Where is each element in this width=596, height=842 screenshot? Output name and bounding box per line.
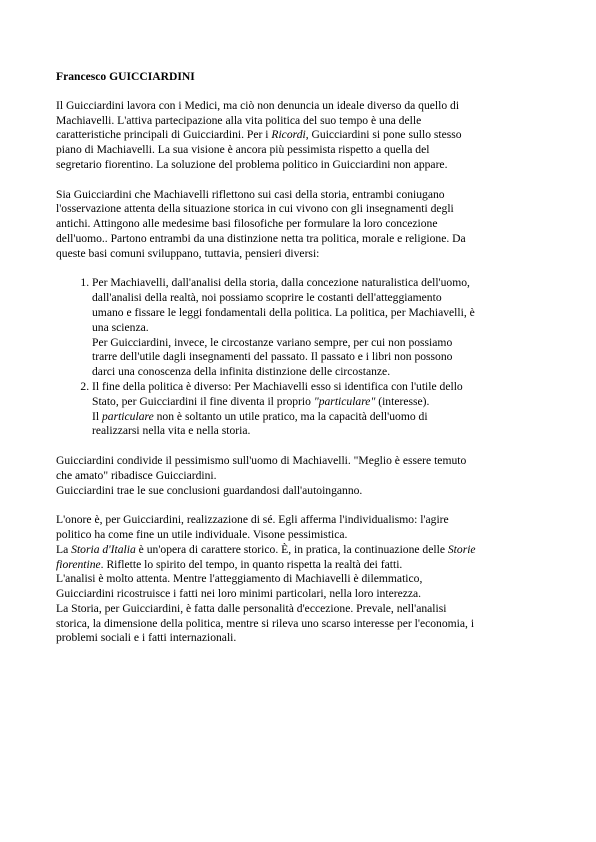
pessimism-text-b: Guicciardini trae le sue conclusioni guardandosi dall'autoinganno. <box>56 483 363 497</box>
particulare-term: particulare <box>101 409 154 423</box>
storia-line <box>56 543 476 573</box>
document-title: Francesco GUICCIARDINI <box>56 70 195 83</box>
list-item-2-c-post: non è soltanto un utile pratico, ma la capacità dell'uomo di realizzarsi nella vita e nella storia. <box>92 409 428 438</box>
list-item-2-c-pre: Il <box>92 409 102 423</box>
pessimism-text-a: Guicciardini condivide il pessimismo sull'uomo di Machiavelli. "Meglio è essere temuto che amato" ribadisce Guicciardini. <box>56 453 467 482</box>
personality-text: La Storia, per Guicciardini, è fatta dalle personalità d'eccezione. Prevale, nell'analisi storica, la dimensione della politica, mentre si rileva uno scarso interesse per l'economia, i problemi sociali e i fatti internazionali. <box>56 601 475 645</box>
paragraph-intro-text-b: , Guicciardini si pone sullo stesso piano di Machiavelli. La sua visione è ancora più pessimista rispetto a quella del segretario fiorentino. La soluzione del problema politico in Guicciardini non appare. <box>56 128 462 171</box>
list-item <box>92 380 476 439</box>
paragraph-intro-text-a: Il Guicciardini lavora con i Medici, ma ciò non denuncia un ideale diverso da quello di Machiavelli. L'attiva partecipazione alla vita politica del suo tempo è una delle caratteristiche principali di Guicciardini. Per i <box>56 98 460 142</box>
storia-italia-title: Storia d'Italia <box>71 542 136 556</box>
comparison-list <box>56 276 476 439</box>
storia-pre: La <box>56 542 72 556</box>
paragraph-intro <box>56 99 476 173</box>
list-item-1-machiavelli: 1. Per Machiavelli, dall'analisi della storia, dalla concezione naturalistica dell'uomo, dall'analisi della realtà, noi possiamo scoprire le costanti dell'atteggiamento umano e fissare le leggi fondamentali della politica. La politica, per Machiavelli, è una scienza. <box>92 276 475 334</box>
honor-text: L'onore è, per Guicciardini, realizzazione di sé. Egli afferma l'individualismo: l'agire politico ha come fine un utile individuale. Visone pessimistica. <box>56 513 449 541</box>
storie-fiorentine-title: Storie fiorentine <box>56 542 476 571</box>
list-item-2-text-a: Il fine della politica è diverso: Per Machiavelli esso si identifica con l'utile dello Stato, per Guicciardini il fine diventa il proprio <box>92 379 463 408</box>
paragraph-comparison: Sia Guicciardini che Machiavelli riflettono sui casi della storia, entrambi coniugano l'osservazione attenta della situazione storica in cui vivono con gli insegnamenti degli antichi. Attingono alle medesime basi filosofiche per formulare la loro concezione dell'uomo.. Partono entrambi da una distinzione netta tra politica, morale e religione. Da queste basi comuni sviluppano, tuttavia, pensieri diversi: <box>56 187 466 260</box>
list-item <box>92 276 476 380</box>
list-item-2-line-a <box>92 380 476 410</box>
list-item-2-text-b: (interesse). <box>375 394 430 408</box>
list-item-2-line-c <box>92 410 476 440</box>
list-item-1-guicciardini: Per Guicciardini, invece, le circostanze variano sempre, per cui non possiamo trarre dell'utile dagli insegnamenti del passato. Il passato e i libri non possono darci una conoscenza della infinita distinzione delle circostanze. <box>92 335 453 379</box>
storia-mid: è un'opera di carattere storico. È, in pratica, la continuazione delle <box>135 542 448 556</box>
analysis-text: L'analisi è molto attenta. Mentre l'atteggiamento di Machiavelli è dilemmatico, Guicciardini ricostruisce i fatti nei loro minimi particolari, nella loro interezza. <box>56 572 423 601</box>
document-page <box>56 70 476 661</box>
particulare-quoted: "particulare" <box>313 394 376 408</box>
paragraph-pessimism <box>56 454 476 498</box>
ricordi-title: Ricordi <box>271 128 306 142</box>
storia-post: . Riflette lo spirito del tempo, in quanto rispetta la realtà dei fatti. <box>100 557 403 571</box>
paragraph-honor-history <box>56 513 476 646</box>
